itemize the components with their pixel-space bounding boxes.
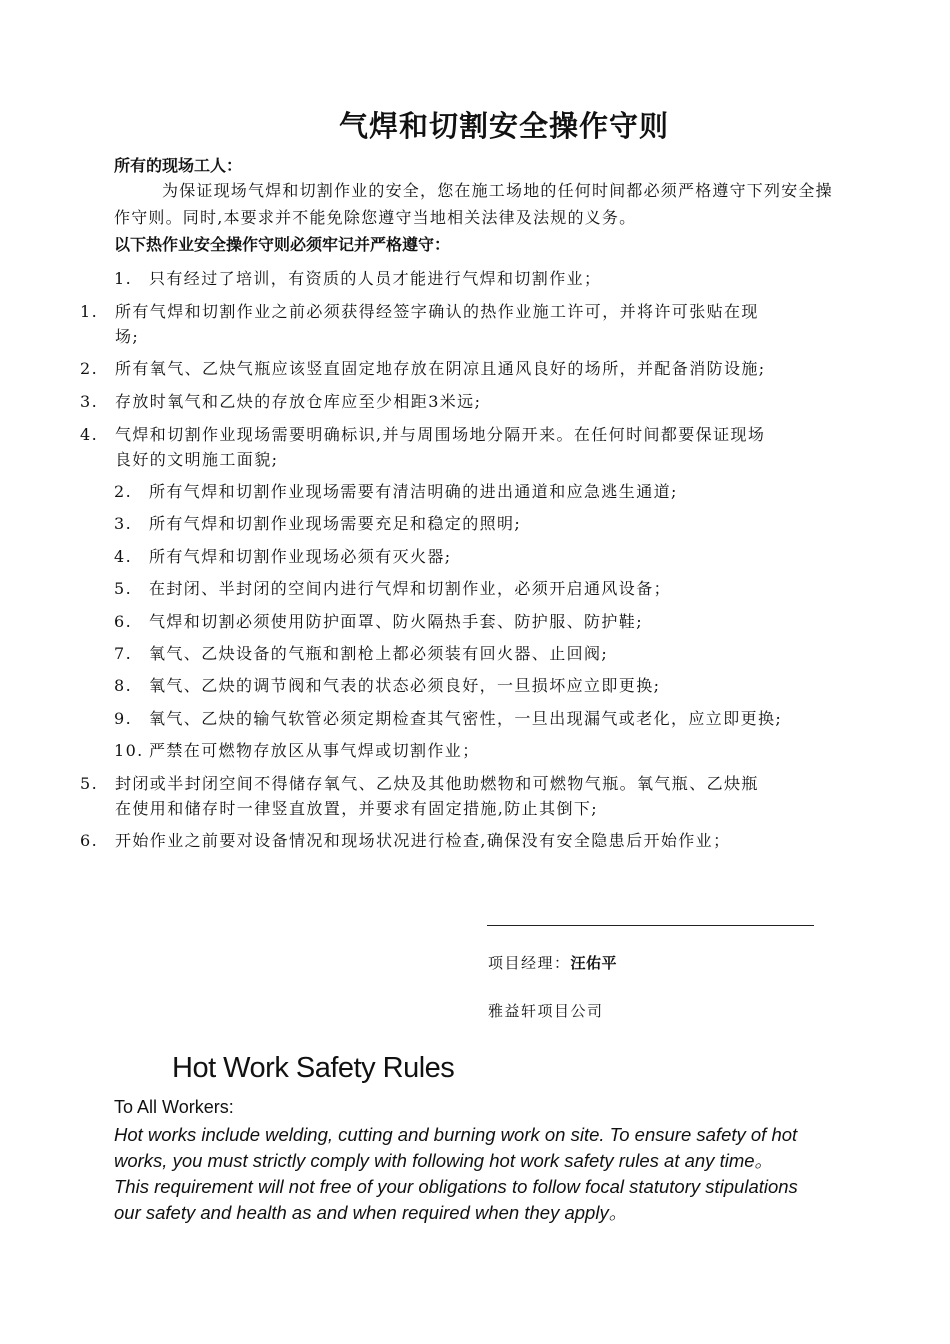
company-name: 雅益轩项目公司 [488, 1002, 604, 1020]
rule-text: 场; [115, 327, 140, 346]
rule-number: 5. [80, 774, 99, 793]
rule-number: 8. [114, 676, 133, 695]
rule-number: 10. [114, 741, 144, 760]
rule-number: 2. [80, 359, 99, 378]
intro-paragraph-cn: 为保证现场气焊和切割作业的安全，您在施工场地的任何时间都必须严格遵守下列安全操作守则。同时,本要求并不能免除您遵守当地相关法律及法规的义务。 [114, 181, 833, 227]
document-title-en: Hot Work Safety Rules [172, 1052, 455, 1084]
rule-number: 3. [114, 514, 133, 533]
rule-text: 所有气焊和切割作业之前必须获得经签字确认的热作业施工许可，并将许可张贴在现 [115, 302, 759, 321]
rule-number: 2. [114, 482, 133, 501]
intro-en-line: our safety and health as and when required when they apply。 [114, 1202, 628, 1223]
rule-text: 氧气、乙炔设备的气瓶和割枪上都必须装有回火器、止回阀; [149, 644, 609, 663]
signature-line [487, 925, 814, 926]
rule-number: 5. [114, 579, 133, 598]
rule-text: 氧气、乙炔的输气软管必须定期检查其气密性，一旦出现漏气或老化，应立即更换; [149, 709, 783, 728]
rule-number: 1. [114, 269, 133, 288]
rule-text: 所有氧气、乙炔气瓶应该竖直固定地存放在阴凉且通风良好的场所，并配备消防设施; [115, 359, 766, 378]
rule-text: 在封闭、半封闭的空间内进行气焊和切割作业，必须开启通风设备； [149, 579, 672, 598]
rule-text: 气焊和切割作业现场需要明确标识,并与周围场地分隔开来。在任何时间都要保证现场 [115, 425, 766, 444]
manager-label: 项目经理： [488, 954, 571, 972]
rule-text: 良好的文明施工面貌; [115, 450, 279, 469]
intro-paragraph-en [114, 1122, 874, 1226]
rule-number: 9. [114, 709, 133, 728]
rule-number: 7. [114, 644, 133, 663]
rule-number: 4. [114, 547, 133, 566]
signature-manager [488, 952, 617, 973]
rule-text: 封闭或半封闭空间不得储存氧气、乙炔及其他助燃物和可燃物气瓶。氧气瓶、乙炔瓶 [115, 774, 759, 793]
manager-name: 汪佑平 [570, 954, 618, 972]
rule-text: 氧气、乙炔的调节阀和气表的状态必须良好，一旦损坏应立即更换; [149, 676, 661, 695]
rule-number: 6. [114, 612, 133, 631]
intro-en-line: This requirement will not free of your obligations to follow focal statutory stipulations [114, 1176, 798, 1197]
rule-text: 只有经过了培训，有资质的人员才能进行气焊和切割作业； [149, 269, 602, 288]
rule-number: 4. [80, 425, 99, 444]
rule-text: 所有气焊和切割作业现场需要有清洁明确的进出通道和应急逃生通道; [149, 482, 678, 501]
greeting-en: To All Workers: [114, 1097, 234, 1117]
greeting-cn: 所有的现场工人： [114, 156, 243, 175]
rule-text: 存放时氧气和乙炔的存放仓库应至少相距3米远; [115, 392, 482, 411]
rule-text: 在使用和储存时一律竖直放置，并要求有固定措施,防止其倒下; [115, 799, 599, 818]
rule-text: 气焊和切割必须使用防护面罩、防火隔热手套、防护服、防护鞋; [149, 612, 643, 631]
rule-text: 开始作业之前要对设备情况和现场状况进行检查,确保没有安全隐患后开始作业； [115, 831, 731, 850]
rules-heading-cn: 以下热作业安全操作守则必须牢记并严格遵守： [114, 235, 451, 254]
rule-text: 所有气焊和切割作业现场必须有灭火器; [149, 547, 452, 566]
rule-number: 3. [80, 392, 99, 411]
rule-text: 所有气焊和切割作业现场需要充足和稳定的照明; [149, 514, 522, 533]
intro-en-line: Hot works include welding, cutting and burning work on site. To ensure safety of hot [114, 1124, 798, 1145]
rule-number: 6. [80, 831, 99, 850]
document-title-cn: 气焊和切割安全操作守则 [338, 109, 669, 143]
intro-en-line: works, you must strictly comply with following hot work safety rules at any time。 [114, 1150, 774, 1171]
rule-number: 1. [80, 302, 99, 321]
rule-text: 严禁在可燃物存放区从事气焊或切割作业； [149, 741, 480, 760]
